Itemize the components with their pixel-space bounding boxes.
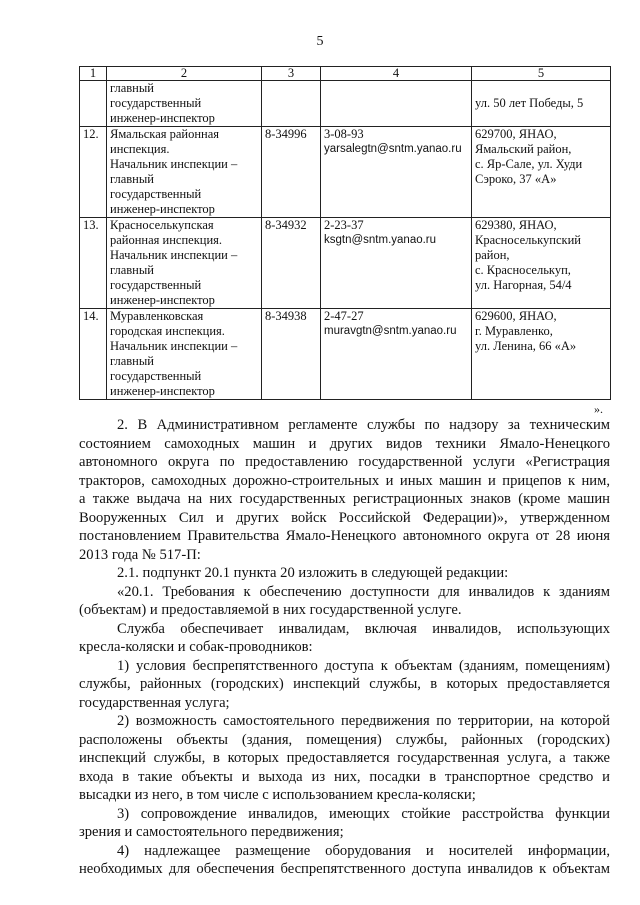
phone-number: 2-23-37 xyxy=(324,218,364,232)
table-header-row xyxy=(80,67,611,81)
row-number: 13. xyxy=(83,218,99,232)
address-cell xyxy=(472,309,611,400)
address-cell xyxy=(472,127,611,218)
text-line: входа в такие объекты и выхода из них, посадки в транспортное средство и xyxy=(79,768,610,785)
column-header: 5 xyxy=(472,67,611,81)
cell-line: инженер-инспектор xyxy=(110,111,215,125)
closing-quote: ». xyxy=(594,402,603,416)
cell-line: Начальник инспекции – xyxy=(110,157,238,171)
table-row xyxy=(80,309,611,400)
row-number: 12. xyxy=(83,127,99,141)
table-row xyxy=(80,127,611,218)
cell-line: государственный xyxy=(110,369,202,383)
inspection-name-cell xyxy=(107,127,262,218)
phone-code-cell xyxy=(262,309,321,400)
text-line: тракторов, самоходных дорожно-строительных и иных машин и прицепов к ним, xyxy=(79,472,610,489)
address-cell xyxy=(472,81,611,127)
address-cell xyxy=(472,218,611,309)
row-number: 14. xyxy=(83,309,99,323)
email-address: muravgtn@sntm.yanao.ru xyxy=(324,325,457,337)
column-header: 4 xyxy=(321,67,472,81)
cell-line: 629380, ЯНАО, xyxy=(475,218,557,232)
text-line: кресла-коляски и собак-проводников: xyxy=(79,639,313,655)
text-line: Вооруженных Сил и других войск Российской Федерации)», утвержденном xyxy=(79,509,610,526)
paragraph xyxy=(79,805,610,842)
text-line: Служба обеспечивает инвалидам, включая инвалидов, использующих xyxy=(117,620,610,637)
row-number-cell xyxy=(80,309,107,400)
cell-line: инженер-инспектор xyxy=(110,202,215,216)
cell-line: государственный xyxy=(110,187,202,201)
contact-cell xyxy=(321,309,472,400)
amendment-text xyxy=(79,416,610,879)
cell-line: главный xyxy=(110,81,154,95)
cell-line: ул. Нагорная, 54/4 xyxy=(475,278,572,292)
phone-number: 2-47-27 xyxy=(324,309,364,323)
inspection-name-cell xyxy=(107,309,262,400)
cell-line: главный xyxy=(110,172,154,186)
cell-line: Начальник инспекции – xyxy=(110,339,238,353)
contact-cell xyxy=(321,127,472,218)
cell-line: 629700, ЯНАО, xyxy=(475,127,557,141)
text-line: службы, районных (городских) инспекций службы, в которых предоставляется xyxy=(79,676,610,692)
phone-code-cell xyxy=(262,81,321,127)
cell-line: Муравленковская xyxy=(110,309,204,323)
cell-line: Начальник инспекции – xyxy=(110,248,238,262)
cell-line: Красноселькупская xyxy=(110,218,214,232)
cell-line: инженер-инспектор xyxy=(110,293,215,307)
paragraph xyxy=(79,620,610,657)
text-line: состоянием самоходных машин и других видов техники Ямало-Ненецкого xyxy=(79,435,610,452)
row-number-cell xyxy=(80,81,107,127)
inspections-table xyxy=(79,66,611,400)
text-line: постановлением Правительства Ямало-Ненецкого автономного округа от 28 июня xyxy=(79,528,610,544)
column-header: 3 xyxy=(262,67,321,81)
cell-line: главный xyxy=(110,354,154,368)
cell-line: Ямальский район, xyxy=(475,142,572,156)
phone-code: 8-34996 xyxy=(265,127,307,141)
cell-line: инспекция. xyxy=(110,142,170,156)
paragraph xyxy=(79,416,610,564)
column-header: 2 xyxy=(107,67,262,81)
inspection-name-cell xyxy=(107,81,262,127)
text-line: (объектам) и предоставляемой в них государственной услуге. xyxy=(79,602,462,618)
cell-line: главный xyxy=(110,263,154,277)
contact-cell xyxy=(321,81,472,127)
text-line: инспекций службы, в которых предоставляется государственная услуга, а также xyxy=(79,750,610,766)
email-address: ksgtn@sntm.yanao.ru xyxy=(324,234,437,246)
cell-line: ул. Ленина, 66 «А» xyxy=(475,339,577,353)
column-header: 1 xyxy=(80,67,107,81)
phone-number: 3-08-93 xyxy=(324,127,364,141)
inspection-name-cell xyxy=(107,218,262,309)
paragraph xyxy=(79,842,610,879)
text-line: 1) условия беспрепятственного доступа к объектам (зданиям, помещениям) xyxy=(117,657,610,674)
text-line: «20.1. Требования к обеспечению доступности для инвалидов к зданиям xyxy=(117,583,610,600)
paragraph xyxy=(79,564,610,583)
cell-line: г. Муравленко, xyxy=(475,324,553,338)
paragraph xyxy=(79,657,610,713)
cell-line: государственный xyxy=(110,278,202,292)
text-line: 2.1. подпункт 20.1 пункта 20 изложить в следующей редакции: xyxy=(117,565,509,581)
text-line: высадки из него, в том числе с использованием кресла-коляски; xyxy=(79,787,476,803)
phone-code-cell xyxy=(262,218,321,309)
cell-line: Красноселькупский xyxy=(475,233,581,247)
email-address: yarsalegtn@sntm.yanao.ru xyxy=(324,143,462,155)
text-line: необходимых для обеспечения беспрепятственного доступа инвалидов к объектам xyxy=(79,861,610,877)
cell-line: районная инспекция. xyxy=(110,233,223,247)
text-line: 2) возможность самостоятельного передвижения по территории, на которой xyxy=(117,713,610,729)
cell-line: с. Яр-Сале, ул. Худи xyxy=(475,157,583,171)
cell-line: инженер-инспектор xyxy=(110,384,215,398)
text-line: расположены объекты (здания, помещения) службы, районных (городских) xyxy=(79,731,610,748)
table-row xyxy=(80,81,611,127)
text-line: автономного округа по предоставлению государственной услуги «Регистрация xyxy=(79,454,610,470)
contact-cell xyxy=(321,218,472,309)
row-number-cell xyxy=(80,127,107,218)
cell-line: район, xyxy=(475,248,510,262)
text-line: 3) сопровождение инвалидов, имеющих стойкие расстройства функции xyxy=(117,805,610,822)
cell-line: 629600, ЯНАО, xyxy=(475,309,557,323)
table-row xyxy=(80,218,611,309)
phone-code-cell xyxy=(262,127,321,218)
cell-line: Сэроко, 37 «А» xyxy=(475,172,557,186)
cell-line: городская инспекция. xyxy=(110,324,225,338)
text-line: зрения и самостоятельного передвижения; xyxy=(79,824,344,840)
text-line: 2013 года № 517-П: xyxy=(79,546,201,563)
phone-code: 8-34932 xyxy=(265,218,307,232)
cell-line: ул. 50 лет Победы, 5 xyxy=(475,96,584,110)
page-number: 5 xyxy=(316,34,324,49)
text-line: 4) надлежащее размещение оборудования и носителей информации, xyxy=(117,842,610,859)
row-number-cell xyxy=(80,218,107,309)
cell-line: с. Красноселькуп, xyxy=(475,263,571,277)
text-line: государственная услуга; xyxy=(79,694,230,711)
text-line: а также выдача на них государственных регистрационных знаков (кроме машин xyxy=(79,491,610,507)
text-line: 2. В Административном регламенте службы по надзору за техническим xyxy=(117,417,610,433)
phone-code: 8-34938 xyxy=(265,309,307,323)
cell-line: государственный xyxy=(110,96,202,110)
paragraph xyxy=(79,712,610,805)
cell-line: Ямальская районная xyxy=(110,127,220,141)
paragraph xyxy=(79,583,610,620)
